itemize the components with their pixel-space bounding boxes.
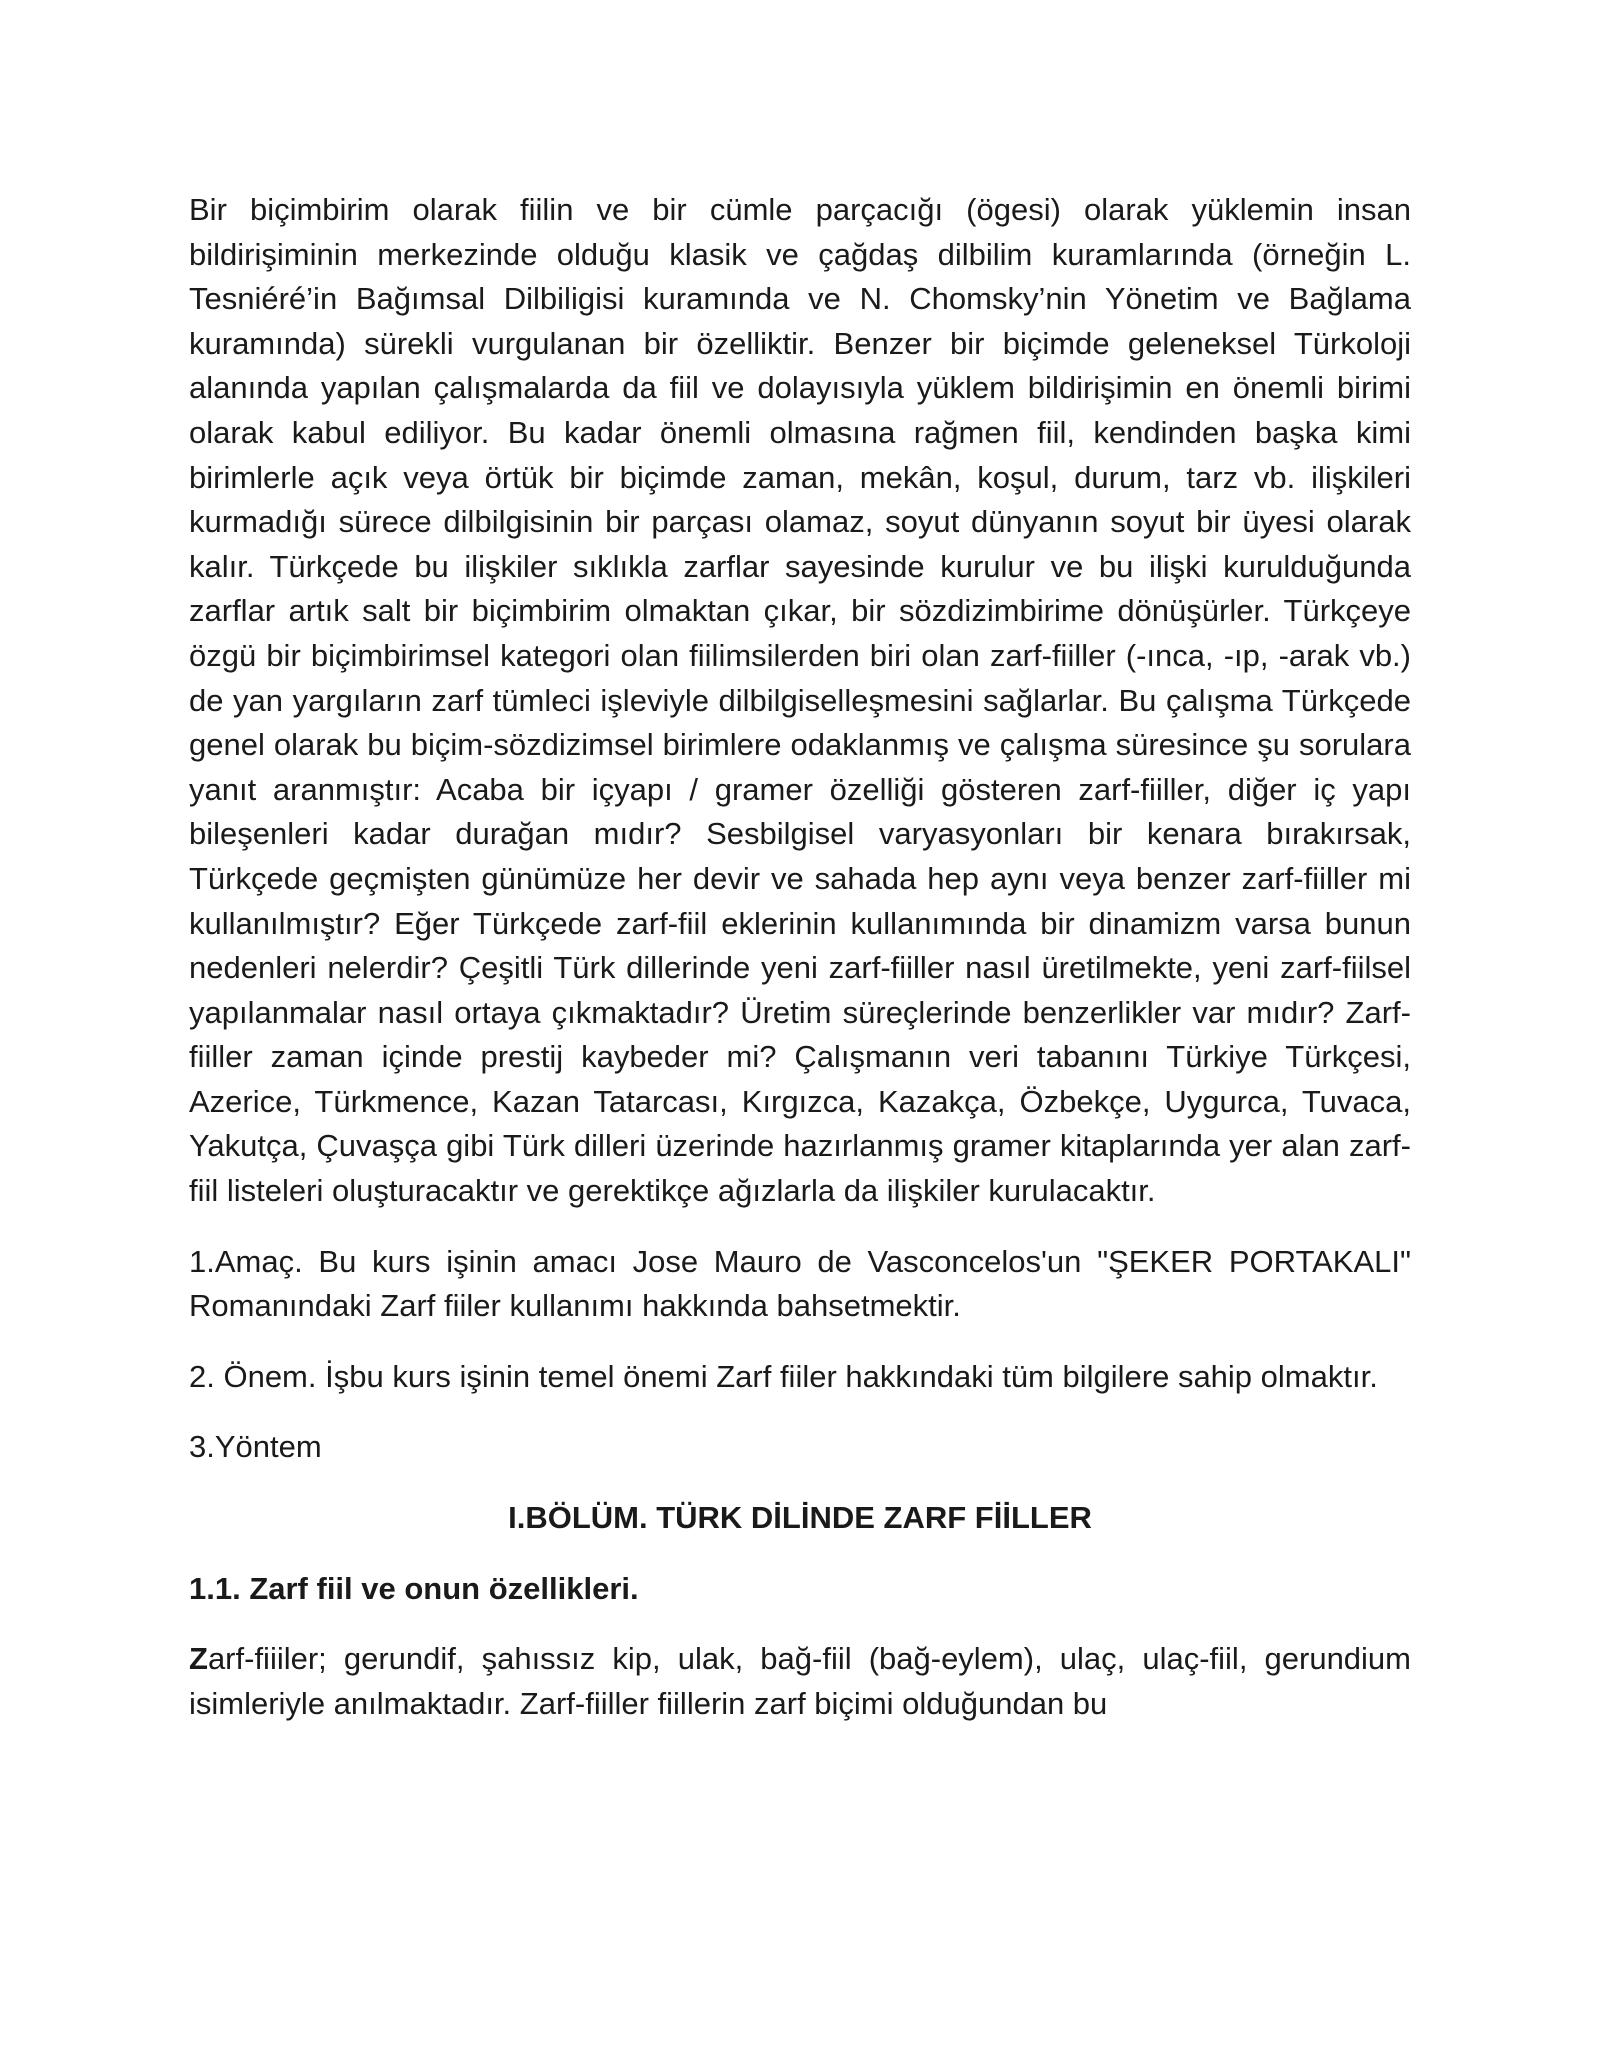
importance-paragraph: 2. Önem. İşbu kurs işinin temel önemi Zarf fiiler hakkındaki tüm bilgilere sahip olmaktır. (189, 1358, 1378, 1394)
chapter-heading: I.BÖLÜM. TÜRK DİLİNDE ZARF FİİLLER (508, 1500, 1092, 1536)
last-paragraph-initial: Z (189, 1641, 208, 1677)
method-paragraph: 3.Yöntem (189, 1429, 322, 1465)
aim-paragraph: 1.Amaç. Bu kurs işinin amacı Jose Mauro de Vasconcelos'un "ŞEKER PORTAKALI" Romanındaki Zarf fiiler kullanımı hakkında bahsetmektir. (189, 1243, 1411, 1324)
section-heading: 1.1. Zarf fiil ve onun özellikleri. (189, 1570, 639, 1606)
last-paragraph (189, 1637, 1411, 1726)
intro-paragraph: Bir biçimbirim olarak fiilin ve bir cümle parçacığı (ögesi) olarak yüklemin insan bildirişiminin merkezinde olduğu klasik ve çağdaş dilbilim kuramlarında (örneğin L. Tesniéré’in Bağımsal Dilbiligisi kuramında ve N. Chomsky’nin Yönetim ve Bağlama kuramında) sürekli vurgulanan bir özelliktir. Benzer bir biçimde geleneksel Türkoloji alanında yapılan çalışmalarda da fiil ve dolayısıyla yüklem bildirişimin en önemli birimi olarak kabul ediliyor. Bu kadar önemli olmasına rağmen fiil, kendinden başka kimi birimlerle açık veya örtük bir biçimde zaman, mekân, koşul, durum, tarz vb. ilişkileri kurmadığı sürece dilbilgisinin bir parçası olamaz, soyut dünyanın soyut bir üyesi olarak kalır. Türkçede bu ilişkiler sıklıkla zarflar sayesinde kurulur ve bu ilişki kurulduğunda zarflar artık salt bir biçimbirim olmaktan çıkar, bir sözdizimbirime dönüşürler. Türkçeye özgü bir biçimbirimsel kategori olan fiilimsilerden biri olan zarf-fiiller (-ınca, -ıp, -arak vb.) de yan yargıların zarf tümleci işleviyle dilbilgiselleşmesini sağlarlar. Bu çalışma Türkçede genel olarak bu biçim-sözdizimsel birimlere odaklanmış ve çalışma süresince şu sorulara yanıt aranmıştır: Acaba bir içyapı / gramer özelliği gösteren zarf-fiiller, diğer iç yapı bileşenleri kadar durağan mıdır? Sesbilgisel varyasyonları bir kenara bırakırsak, Türkçede geçmişten günümüze her devir ve sahada hep aynı veya benzer zarf-fiiller mi kullanılmıştır? Eğer Türkçede zarf-fiil eklerinin kullanımında bir dinamizm varsa bunun nedenleri nelerdir? Çeşitli Türk dillerinde yeni zarf-fiiller nasıl üretilmekte, yeni zarf-fiilsel yapılanmalar nasıl ortaya çıkmaktadır? Üretim süreçlerinde benzerlikler var mıdır? Zarf-fiiller zaman içinde prestij kaybeder mi? Çalışmanın veri tabanını Türkiye Türkçesi, Azerice, Türkmence, Kazan Tatarcası, Kırgızca, Kazakça, Özbekçe, Uygurca, Tuvaca, Yakutça, Çuvaşça gibi Türk dilleri üzerinde hazırlanmış gramer kitaplarında yer alan zarf-fiil listeleri oluşturacaktır ve gerektikçe ağızlarla da ilişkiler kurulacaktır. (189, 192, 1411, 1209)
last-paragraph-text: arf-fiiiler; gerundif, şahıssız kip, ulak, bağ-fiil (bağ-eylem), ulaç, ulaç-fiil, gerundium isimleriyle anılmaktadır. Zarf-fiiller fiillerin zarf biçimi olduğundan bu (189, 1641, 1411, 1721)
document-body (189, 188, 1411, 1726)
